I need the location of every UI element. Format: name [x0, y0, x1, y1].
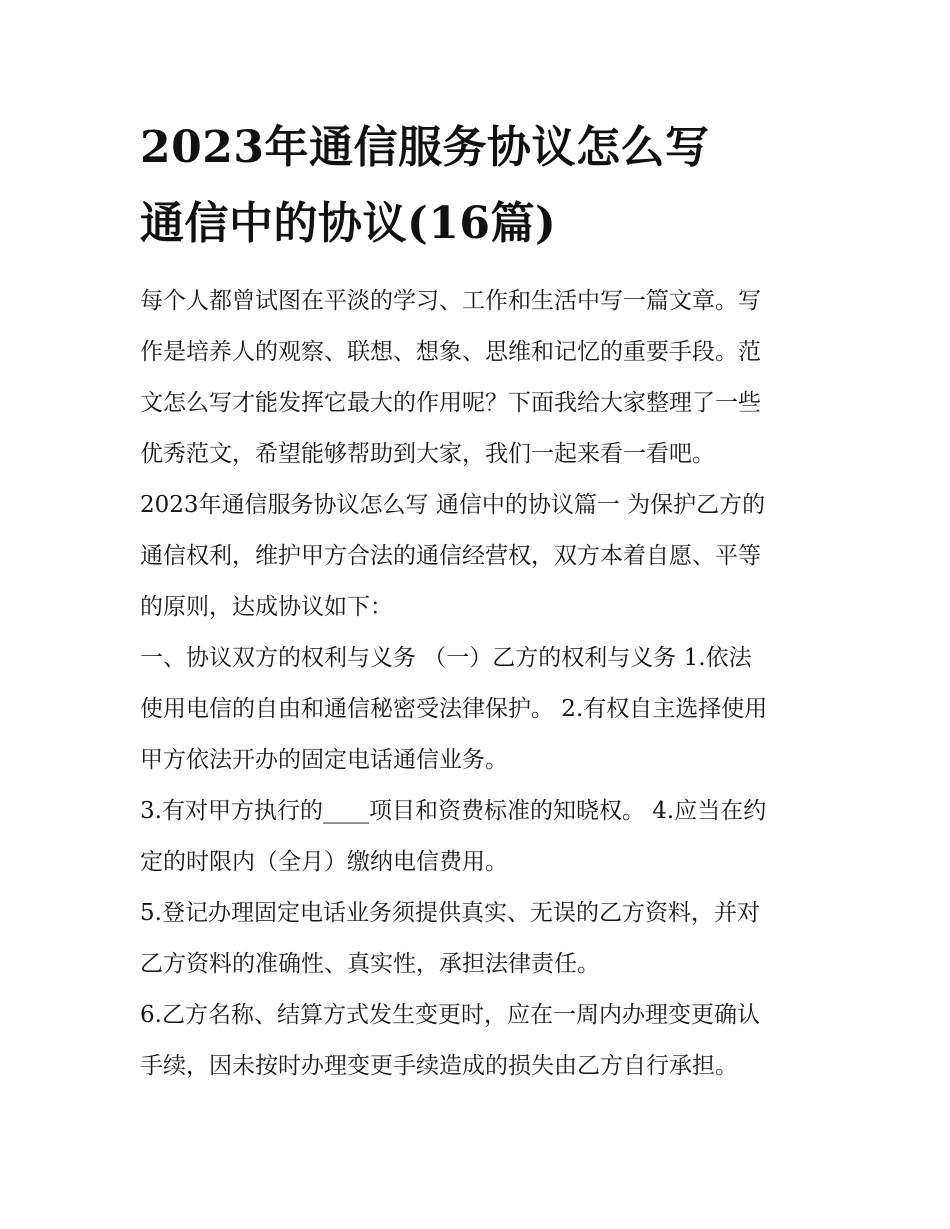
text-line: 文怎么写才能发挥它最大的作用呢？下面我给大家整理了一些: [140, 390, 761, 416]
text-line: 通信权利，维护甲方合法的通信经营权，双方本着自愿、平等: [140, 543, 761, 569]
text-line: 手续，因未按时办理变更手续造成的损失由乙方自行承担。: [140, 1053, 738, 1079]
text-line: 甲方依法开办的固定电话通信业务。: [140, 747, 508, 773]
document-title: [140, 110, 820, 262]
clause-paragraph: [140, 633, 820, 786]
text-line: 5.登记办理固定电话业务须提供真实、无误的乙方资料，并对: [140, 900, 760, 926]
text-line: 乙方资料的准确性、真实性，承担法律责任。: [140, 951, 600, 977]
text-line: 一、协议双方的权利与义务 （一）乙方的权利与义务 1.依法: [140, 645, 752, 671]
text-line: 定的时限内（全月）缴纳电信费用。: [140, 849, 508, 875]
text-line: 每个人都曾试图在平淡的学习、工作和生活中写一篇文章。写: [140, 288, 761, 314]
text-line: 3.有对甲方执行的____项目和资费标准的知晓权。 4.应当在约: [140, 798, 767, 824]
text-line: 的原则，达成协议如下：: [140, 594, 393, 620]
document-body: [140, 276, 820, 1092]
text-line: 2023年通信服务协议怎么写 通信中的协议篇一 为保护乙方的: [140, 492, 766, 518]
intro-paragraph: [140, 276, 820, 480]
title-line: 2023年通信服务协议怎么写: [140, 122, 710, 173]
text-line: 6.乙方名称、结算方式发生变更时，应在一周内办理变更确认: [140, 1002, 760, 1028]
text-line: 作是培养人的观察、联想、想象、思维和记忆的重要手段。范: [140, 339, 761, 365]
agreement-intro-paragraph: [140, 480, 820, 633]
clause-paragraph: [140, 990, 820, 1092]
text-line: 优秀范文，希望能够帮助到大家，我们一起来看一看吧。: [140, 441, 715, 467]
clause-paragraph: [140, 888, 820, 990]
title-line: 通信中的协议(16篇): [140, 198, 557, 249]
text-line: 使用电信的自由和通信秘密受法律保护。 2.有权自主选择使用: [140, 696, 768, 722]
clause-paragraph: [140, 786, 820, 888]
